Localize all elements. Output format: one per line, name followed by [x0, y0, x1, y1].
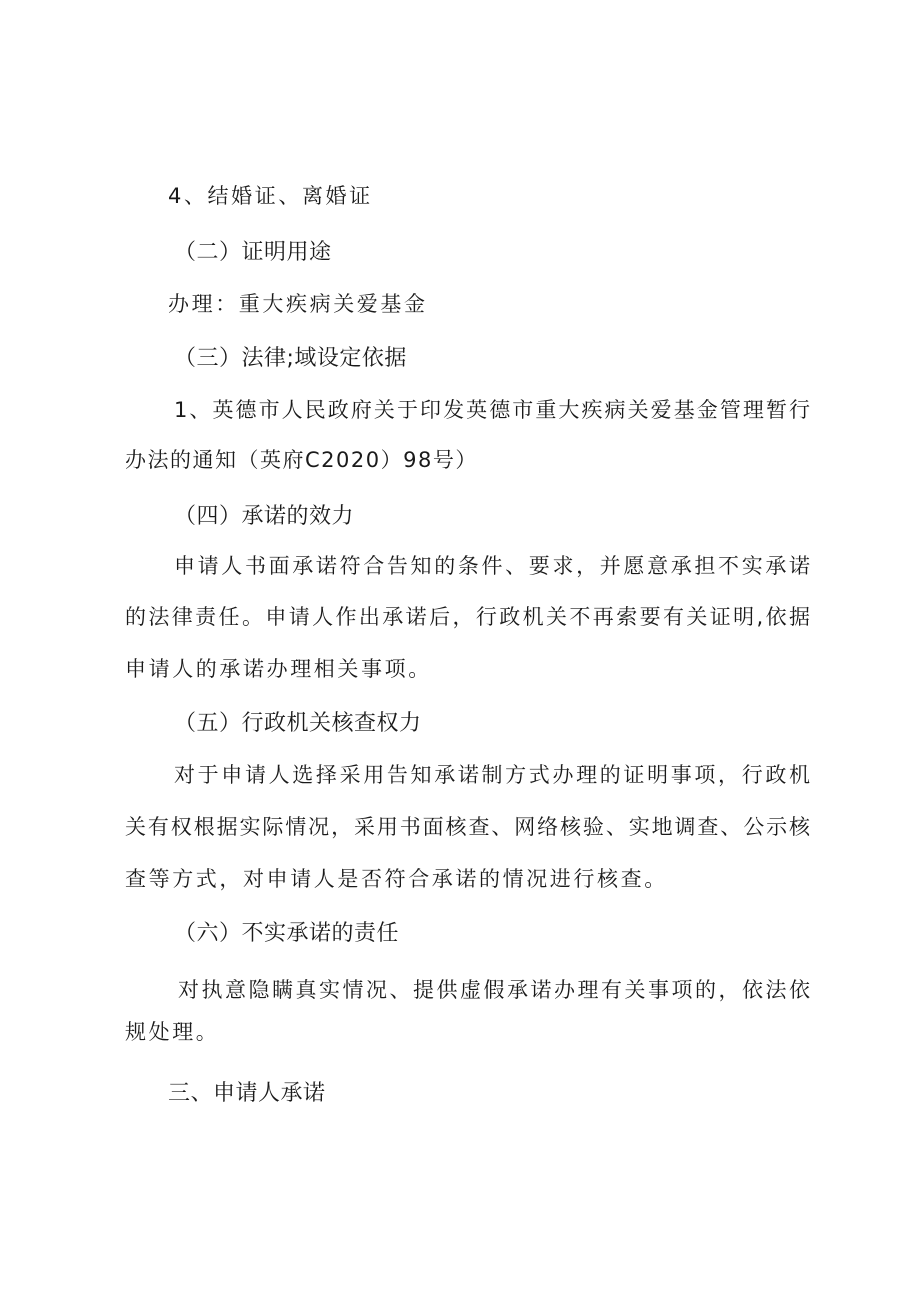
section-4-line-1: 申请人书面承诺符合告知的条件、要求，并愿意承担不实承诺 — [174, 554, 810, 578]
section-6-line-1: 对执意隐瞒真实情况、提供虚假承诺办理有关事项的，依法依 — [178, 978, 810, 1002]
part-3-heading: 三、申请人承诺 — [168, 1081, 326, 1106]
section-3-line-1: 1、英德市人民政府关于印发英德市重大疾病关爱基金管理暂行 — [174, 398, 810, 422]
section-6-line-2: 规处理。 — [125, 1020, 220, 1044]
section-5-heading: （五）行政机关核查权力 — [174, 711, 422, 736]
section-2-text: 办理：重大疾病关爱基金 — [168, 292, 428, 316]
section-5-line-2: 关有权根据实际情况，采用书面核查、网络核验、实地调查、公示核 — [125, 815, 810, 839]
section-6-heading: （六）不实承诺的责任 — [174, 921, 400, 946]
section-5-line-1: 对于申请人选择采用告知承诺制方式办理的证明事项，行政机 — [174, 763, 810, 787]
section-3-line-2: 办法的通知（英府C2020）98号） — [125, 448, 478, 472]
item-4-certificates: 4、结婚证、离婚证 — [168, 184, 373, 208]
section-4-heading: （四）承诺的效力 — [174, 504, 355, 529]
section-4-line-2: 的法律责任。申请人作出承诺后，行政机关不再索要有关证明,依据 — [125, 605, 810, 629]
section-3-heading: （三）法律;域设定依据 — [174, 346, 407, 371]
section-5-line-3: 查等方式，对申请人是否符合承诺的情况进行核查。 — [125, 867, 668, 891]
section-4-line-3: 申请人的承诺办理相关事项。 — [125, 657, 432, 681]
section-2-heading: （二）证明用途 — [174, 240, 332, 265]
